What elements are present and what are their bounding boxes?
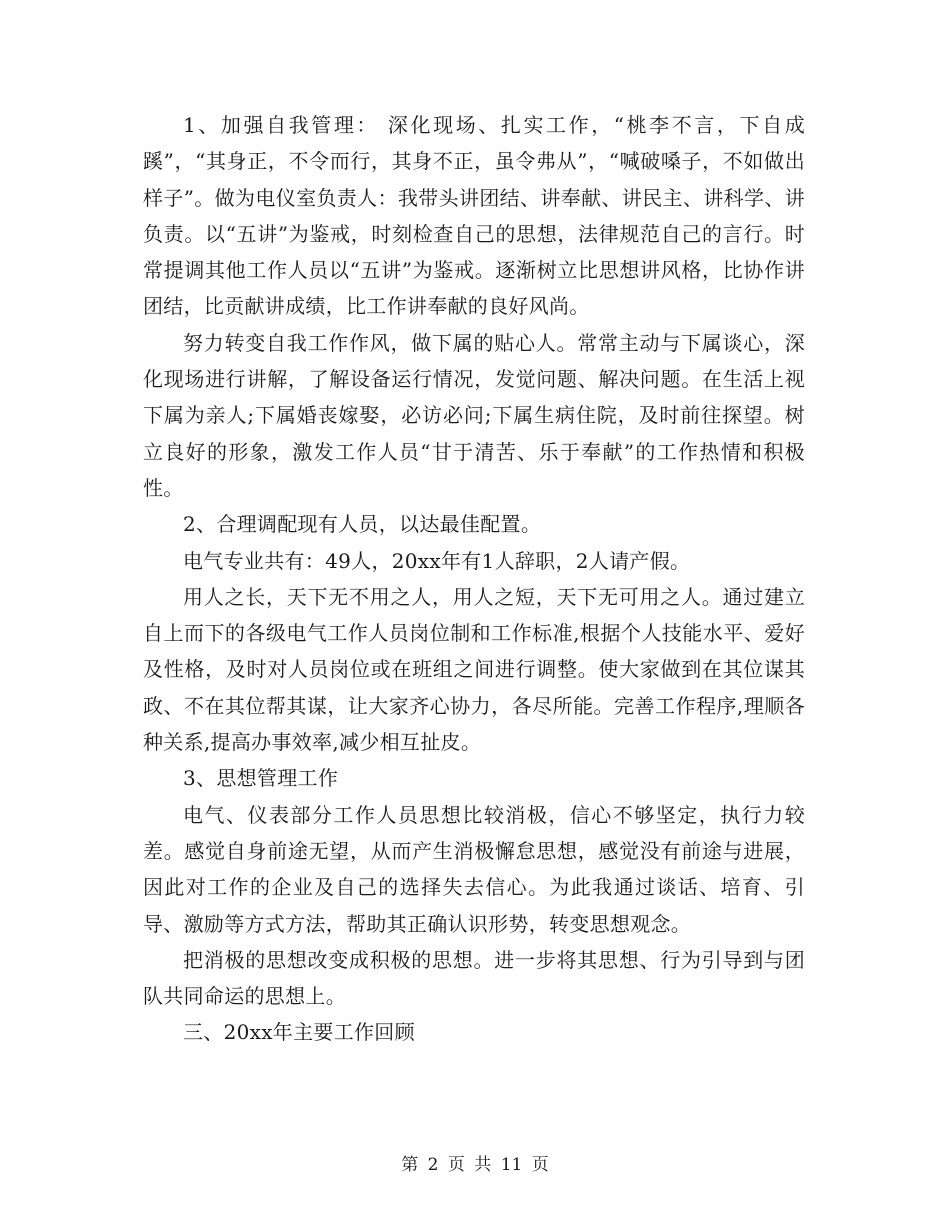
section-heading-review: 三、20xx年主要工作回顾 <box>183 1020 415 1045</box>
document-body <box>143 107 805 1051</box>
paragraph-work-style: 努力转变自我工作作风，做下属的贴心人。常常主动与下属谈心，深化现场进行讲解，了解设备运行情况，发觉问题、解决问题。在生活上视下属为亲人;下属婚丧嫁娶，必访必问;下属生病住院，及时前往探望。树立良好的形象，激发工作人员“甘于清苦、乐于奉献”的工作热情和积极性。 <box>143 330 805 500</box>
page-number: 第 2 页 共 11 页 <box>401 1155 549 1175</box>
paragraph-ideology-guidance: 把消极的思想改变成积极的思想。进一步将其思想、行为引导到与团队共同命运的思想上。 <box>143 947 805 1009</box>
section-heading-staffing: 2、合理调配现有人员，以达最佳配置。 <box>183 512 542 537</box>
paragraph-ideology-problems: 电气、仪表部分工作人员思想比较消极，信心不够坚定，执行力较差。感觉自身前途无望，从而产生消极懈怠思想，感觉没有前途与进展，因此对工作的企业及自己的选择失去信心。为此我通过谈话、培育、引导、激励等方式方法，帮助其正确认识形势，转变思想观念。 <box>143 802 805 936</box>
paragraph-staff-count: 电气专业共有：49人，20xx年有1人辞职，2人请产假。 <box>183 548 691 573</box>
page-footer <box>0 1153 950 1177</box>
paragraph-staff-allocation: 用人之长，天下无不用之人，用人之短，天下无可用之人。通过建立自上而下的各级电气工作人员岗位制和工作标准,根据个人技能水平、爱好及性格，及时对人员岗位或在班组之间进行调整。使大家做到在其位谋其政、不在其位帮其谋，让大家齐心协力，各尽所能。完善工作程序,理顺各种关系,提高办事效率,减少相互扯皮。 <box>143 584 805 755</box>
paragraph-self-management: 1、加强自我管理： 深化现场、扎实工作，“桃李不言，下自成蹊”，“其身正，不令而行，其身不正，虽令弗从”，“喊破嗓子，不如做出样子”。做为电仪室负责人：我带头讲团结、讲奉献、讲民主、讲科学、讲负责。以“五讲”为鉴戒，时刻检查自己的思想，法律规范自己的言行。时常提调其他工作人员以“五讲”为鉴戒。逐渐树立比思想讲风格，比协作讲团结，比贡献讲成绩，比工作讲奉献的良好风尚。 <box>143 113 805 319</box>
section-heading-ideology: 3、思想管理工作 <box>183 766 339 791</box>
